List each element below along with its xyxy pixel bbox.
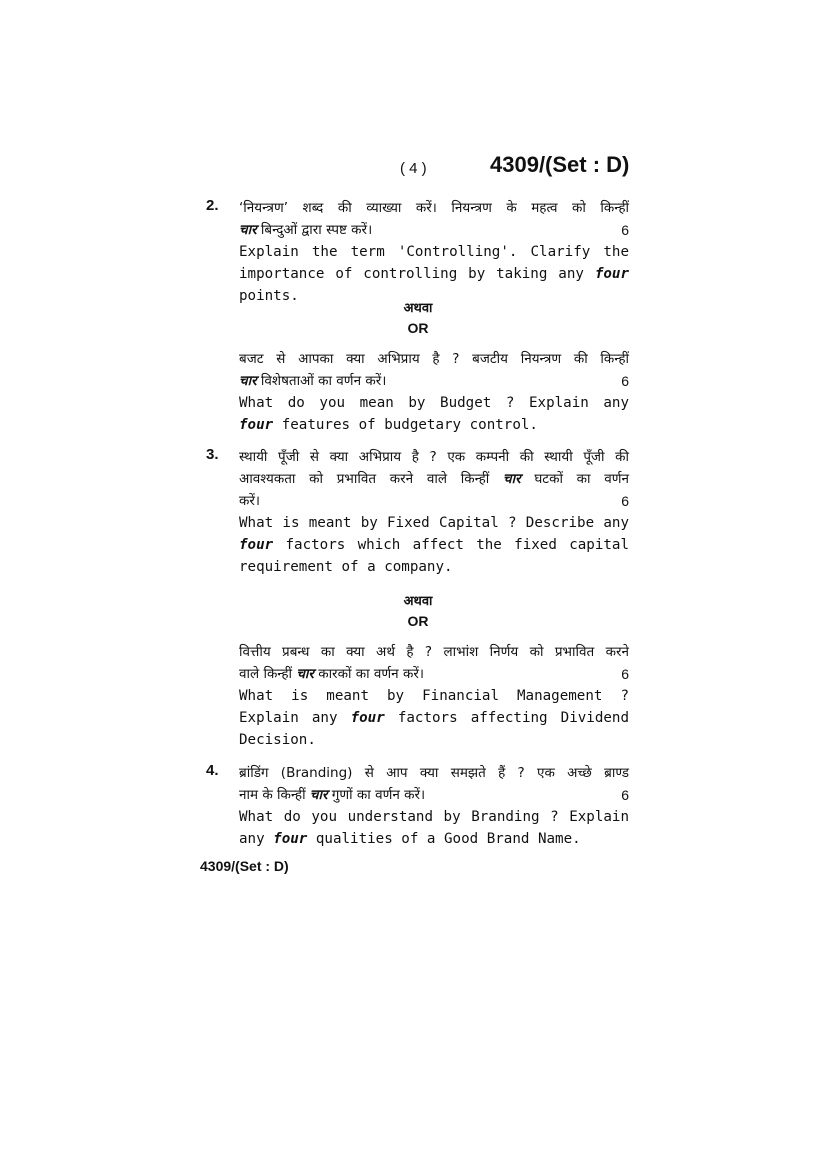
emphasis-word: four [350,710,385,726]
english-line: What is meant by Financial Management ? [239,688,629,704]
english-fragment: any [239,831,274,847]
hindi-text: नाम के किन्हीं [239,787,310,803]
english-line: Explain the term 'Controlling'. Clarify the [239,244,629,260]
marks: 6 [621,222,629,238]
or-label-english: OR [407,613,429,629]
english-fragment: factors affecting Dividend [384,710,630,726]
paper-code-header: 4309/(Set : D) [490,152,630,177]
question-number: 3. [206,446,219,463]
emphasis-word: four [239,417,274,433]
hindi-text: विशेषताओं का वर्णन करें। [256,373,387,389]
hindi-line [239,468,629,490]
emphasis-word: चार [503,471,521,487]
english-text [239,512,629,578]
marks: 6 [621,666,629,682]
english-fragment: importance of controlling by taking any [239,266,595,282]
hindi-text: बिन्दुओं द्वारा स्पष्ट करें। [256,222,373,238]
marks: 6 [621,787,629,803]
question-number: 4. [206,762,219,779]
english-line [239,707,629,729]
english-line [239,828,629,850]
english-line: What do you mean by Budget ? Explain any [239,395,629,411]
english-line [239,414,629,436]
hindi-line [239,663,629,685]
english-line: Decision. [239,732,316,748]
hindi-text: गुणों का वर्णन करें। [327,787,426,803]
hindi-line: स्थायी पूँजी से क्या अभिप्राय है ? एक कम्पनी की स्थायी पूँजी की [239,449,629,465]
emphasis-word: चार [296,666,314,682]
hindi-text: वाले किन्हीं [239,666,297,682]
page-number: ( 4 ) [400,160,427,177]
english-text [239,685,629,751]
english-line [239,534,629,556]
hindi-text: आवश्यकता को प्रभावित करने वाले किन्हीं [239,471,504,487]
hindi-line [239,490,629,512]
or-label-hindi: अथवा [403,301,433,316]
hindi-text: घटकों का वर्णन [520,471,629,487]
hindi-line: बजट से आपका क्या अभिप्राय है ? बजटीय नियन्त्रण की किन्हीं [239,351,629,367]
english-line: requirement of a company. [239,559,453,575]
hindi-line: ‘नियन्त्रण’ शब्द की व्याख्या करें। नियन्त्रण के महत्व को किन्हीं [239,200,629,216]
english-fragment: Explain any [239,710,351,726]
emphasis-word: चार [309,787,328,803]
english-line: What is meant by Fixed Capital ? Describe any [239,515,629,531]
english-text [239,392,629,436]
emphasis-word: चार [239,222,257,238]
marks: 6 [621,493,629,509]
question-text [239,446,629,578]
question-text [239,348,629,436]
english-fragment: factors which affect the fixed capital [273,537,629,553]
question-text [239,641,629,751]
hindi-line [239,784,629,806]
hindi-line: ब्रांडिंग (Branding) से आप क्या समझते हैं ? एक अच्छे ब्राण्ड [239,765,629,781]
english-fragment: points. [239,288,299,304]
question-text [239,197,629,307]
question-text [239,762,629,850]
hindi-line [239,219,629,241]
or-label-hindi: अथवा [403,594,433,609]
english-fragment: qualities of a Good Brand Name. [307,831,581,847]
hindi-line [239,370,629,392]
hindi-text: कारकों का वर्णन करें। [313,666,424,682]
emphasis-word: चार [239,373,257,389]
or-label-english: OR [407,320,429,336]
marks: 6 [621,373,629,389]
emphasis-word: four [239,537,274,553]
emphasis-word: four [273,831,308,847]
hindi-text: करें। [239,493,261,509]
hindi-line: वित्तीय प्रबन्ध का क्या अर्थ है ? लाभांश निर्णय को प्रभावित करने [239,644,629,660]
emphasis-word: four [594,266,629,282]
english-line: What do you understand by Branding ? Explain [239,809,629,825]
paper-code-footer: 4309/(Set : D) [200,858,289,874]
english-fragment: features of budgetary control. [273,417,538,433]
question-number: 2. [206,197,219,214]
english-text [239,806,629,850]
